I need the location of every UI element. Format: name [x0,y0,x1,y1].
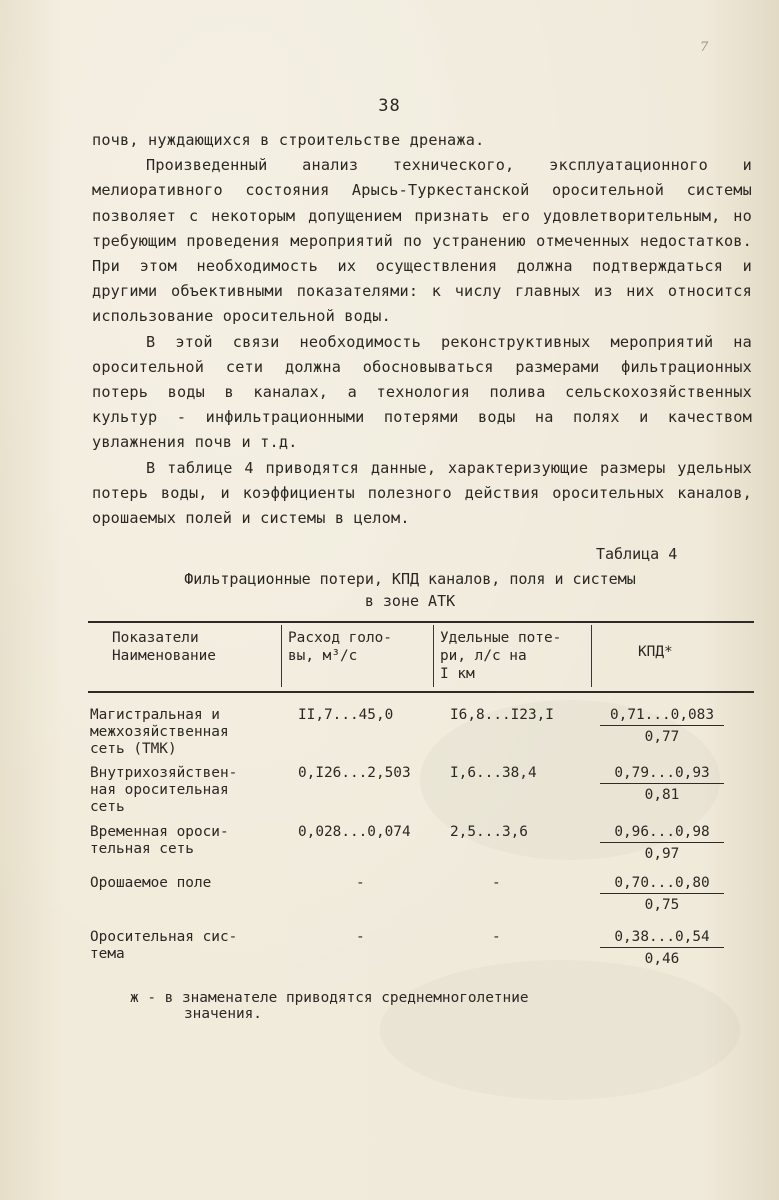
row-flow: 0,028...0,074 [298,824,411,840]
table-title-line: в зоне АТК [364,592,456,610]
row-efficiency [600,765,724,804]
row-name: Внутрихозяйствен- ная оросительная сеть [90,765,238,815]
efficiency-range: 0,79...0,93 [600,765,724,784]
efficiency-mean: 0,46 [644,951,680,967]
efficiency-mean: 0,75 [644,897,680,913]
efficiency-range: 0,96...0,98 [600,824,724,843]
table-top-rule [88,621,754,623]
efficiency-range: 0,71...0,083 [600,707,724,726]
table-header-rule [88,691,754,693]
row-loss: I,6...38,4 [450,765,537,781]
paragraph: В таблице 4 приводятся данные, характеризующие размеры удельных потерь воды, и коэффициенты полезного действия оросительных каналов, орошаемых полей и системы в целом. [92,458,752,528]
column-divider [281,625,282,687]
column-divider [591,625,592,687]
table-title [90,568,730,612]
header-loss: Удельные поте- ри, л/с на I км [440,630,562,682]
paragraph: В этой связи необходимость реконструктивных мероприятий на оросительной сети должна обосновываться размерами фильтрационных потерь воды в каналах, а технология полива сельскохозяйственных культур - инфильтрационными потерями воды на полях и качеством увлажнения почв и т.д. [92,332,752,452]
paragraph: Произведенный анализ технического, эксплуатационного и мелиоративного состояния Арысь-Туркестанской оросительной системы позволяет с некоторым допущением признать его удовлетворительным, но требующим проведения мероприятий по устранению отмеченных недостатков. При этом необходимость их осуществления должна подтверждаться и другими объективными показателями: к числу главных из них относится использование оросительной воды. [92,156,752,326]
row-name: Орошаемое поле [90,875,212,891]
row-loss: - [492,875,501,891]
column-divider [433,625,434,687]
efficiency-range: 0,70...0,80 [600,875,724,894]
body-text [92,128,752,531]
row-efficiency [600,875,724,914]
efficiency-range: 0,38...0,54 [600,929,724,948]
efficiency-mean: 0,81 [644,787,680,803]
table-title-line: Фильтрационные потери, КПД каналов, поля и системы [184,570,636,588]
footnote-line: ж - в знаменателе приводятся среднемноголетние [130,990,529,1006]
header-efficiency: КПД* [638,644,673,660]
paragraph-continued: почв, нуждающихся в строительстве дренажа. [92,131,485,149]
row-flow: - [356,929,365,945]
table-caption: Таблица 4 [596,545,678,563]
row-flow: II,7...45,0 [298,707,394,723]
page-number: 38 [378,96,401,116]
row-name: Магистральная и межхозяйственная сеть (ТМК) [90,707,229,757]
row-efficiency [600,824,724,863]
corner-mark: 7 [700,40,709,55]
row-name: Временная ороси- тельная сеть [90,824,229,857]
footnote-line: значения. [184,1006,262,1022]
row-loss: I6,8...I23,I [450,707,554,723]
efficiency-mean: 0,77 [644,729,680,745]
row-efficiency [600,929,724,968]
efficiency-mean: 0,97 [644,846,680,862]
header-name: Показатели Наименование [112,630,216,664]
paper-stain [380,960,740,1100]
row-flow: 0,I26...2,503 [298,765,411,781]
header-flow: Расход голо- вы, м³/с [288,630,392,664]
row-flow: - [356,875,365,891]
row-loss: - [492,929,501,945]
table-footnote [130,990,529,1022]
row-loss: 2,5...3,6 [450,824,528,840]
row-efficiency [600,707,724,746]
row-name: Оросительная сис- тема [90,929,238,962]
